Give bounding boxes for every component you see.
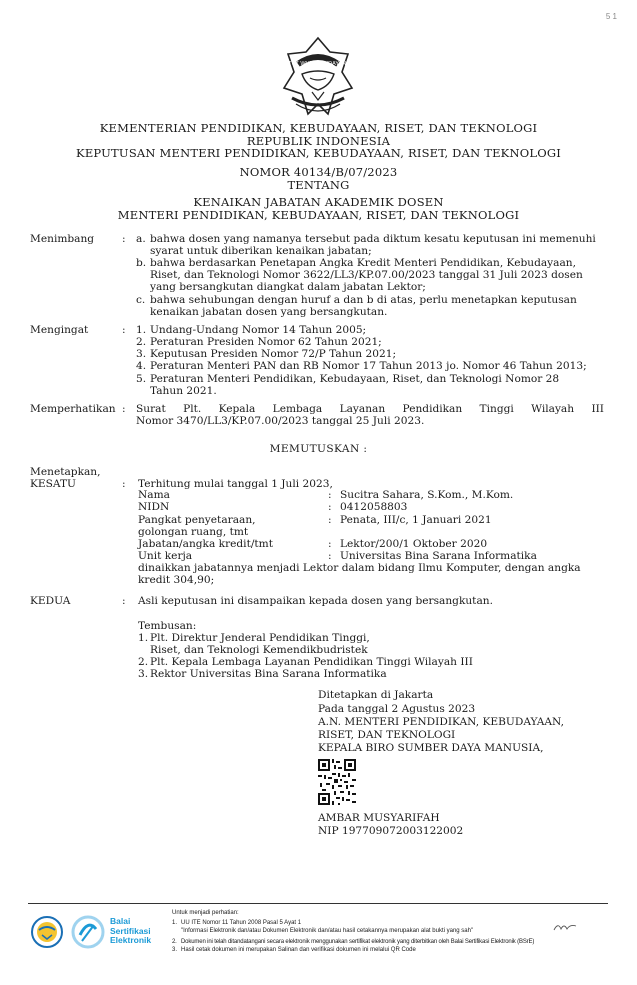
republic-name: REPUBLIK INDONESIA bbox=[246, 134, 391, 148]
footer-note-1 bbox=[172, 919, 534, 928]
sign-date: Pada tanggal 2 Agustus 2023 bbox=[318, 703, 476, 715]
field-label-golongan: golongan ruang, tmt bbox=[138, 526, 249, 538]
bsre-line1: Balai bbox=[110, 916, 131, 926]
memperhatikan-colon: : bbox=[122, 403, 126, 415]
field-value-nidn: 0412058803 bbox=[340, 501, 408, 513]
decree-issuer: MENTERI PENDIDIKAN, KEBUDAYAAN, RISET, DAN TEKNOLOGI bbox=[117, 208, 520, 222]
kedua-label: KEDUA bbox=[30, 595, 71, 607]
field-label-jabatan: Jabatan/angka kredit/tmt bbox=[138, 538, 273, 550]
bsre-logo-icon bbox=[70, 915, 106, 949]
kesatu-outro-line2: kredit 304,90; bbox=[138, 574, 215, 586]
field-sep-nidn: : bbox=[328, 501, 332, 513]
mengingat-item-3: Keputusan Presiden Nomor 72/P Tahun 2021; bbox=[150, 348, 397, 360]
footer-note-1-num: 1. bbox=[172, 919, 178, 926]
bsre-line2: Sertifikasi bbox=[110, 925, 151, 936]
mengingat-num-5: 5. bbox=[136, 373, 147, 385]
tut-wuri-small-logo bbox=[30, 915, 64, 949]
menimbang-b-line2: Riset, dan Teknologi Nomor 3622/LL3/KP.07.00/2023 tanggal 31 Juli 2023 dosen bbox=[150, 269, 583, 281]
menimbang-b-line3: yang bersangkutan diangkat dalam jabatan Lektor; bbox=[150, 281, 426, 293]
menimbang-letter-a: a. bbox=[136, 233, 146, 245]
sign-place: Ditetapkan di Jakarta bbox=[318, 689, 434, 701]
field-label-unit: Unit kerja bbox=[138, 550, 193, 562]
mengingat-item-1: Undang-Undang Nomor 14 Tahun 2005; bbox=[150, 324, 367, 336]
field-label-nama: Nama bbox=[138, 489, 170, 501]
bsre-wordmark bbox=[110, 917, 151, 946]
mengingat-item-5-line2: Tahun 2021. bbox=[150, 385, 217, 397]
menimbang-a-line1: bahwa dosen yang namanya tersebut pada diktum kesatu keputusan ini memenuhi bbox=[150, 233, 596, 245]
field-value-jabatan: Lektor/200/1 Oktober 2020 bbox=[340, 538, 488, 550]
qr-code bbox=[318, 759, 356, 805]
tembusan-item-2: Plt. Kepala Lembaga Layanan Pendidikan Tinggi Wilayah III bbox=[150, 656, 473, 668]
decree-title: KEPUTUSAN MENTERI PENDIDIKAN, KEBUDAYAAN, RISET, DAN TEKNOLOGI bbox=[76, 146, 561, 160]
footer-note-3-num: 3. bbox=[172, 947, 178, 953]
kesatu-intro: Terhitung mulai tanggal 1 Juli 2023, bbox=[138, 478, 333, 490]
tut-wuri-handayani-logo bbox=[272, 34, 364, 128]
footer-note-2-text: Dokumen ini telah ditandatangani secara elektronik menggunakan sertifikat elektronik yang diterbitkan oleh Balai Sertifikasi Elektronik (BSrE) bbox=[181, 938, 535, 945]
decree-subject: KENAIKAN JABATAN AKADEMIK DOSEN bbox=[193, 195, 444, 209]
mengingat-label: Mengingat bbox=[30, 324, 89, 336]
footer-notes bbox=[172, 909, 534, 955]
sign-nip: NIP 197709072003122002 bbox=[318, 825, 464, 837]
page-number: 5 1 bbox=[605, 12, 617, 21]
bsre-line3: Elektronik bbox=[110, 935, 152, 945]
field-sep-unit: : bbox=[328, 550, 332, 562]
field-label-nidn: NIDN bbox=[138, 501, 170, 513]
logo-text: TUT WURI HANDAYANI bbox=[288, 61, 348, 67]
tembusan-num-1: 1. bbox=[138, 632, 149, 644]
memperhatikan-line2: Nomor 3470/LL3/KP.07.00/2023 tanggal 25 Juli 2023. bbox=[136, 415, 425, 427]
menimbang-c-line2: kenaikan jabatan dosen yang bersangkutan. bbox=[150, 306, 388, 318]
footer-note-3 bbox=[172, 946, 534, 955]
field-sep-pangkat: : bbox=[328, 514, 332, 526]
mengingat-num-3: 3. bbox=[136, 348, 147, 360]
kesatu-colon: : bbox=[122, 478, 126, 490]
tembusan-item-3: Rektor Universitas Bina Sarana Informatika bbox=[150, 668, 387, 680]
handwritten-initial bbox=[552, 920, 578, 934]
field-value-pangkat: Penata, III/c, 1 Januari 2021 bbox=[340, 514, 492, 526]
footer-note-1-text: UU ITE Nomor 11 Tahun 2008 Pasal 5 Ayat 1 bbox=[181, 919, 302, 926]
footer-note-3-text: Hasil cetak dokumen ini merupakan Salinan dan verifikasi dokumen ini melalui QR Code bbox=[181, 947, 416, 953]
sign-on-behalf-2: RISET, DAN TEKNOLOGI bbox=[318, 729, 456, 741]
sign-on-behalf-1: A.N. MENTERI PENDIDIKAN, KEBUDAYAAN, bbox=[318, 716, 564, 728]
mengingat-num-2: 2. bbox=[136, 336, 147, 348]
field-value-unit: Universitas Bina Sarana Informatika bbox=[340, 550, 537, 562]
footer-separator bbox=[28, 903, 608, 904]
tembusan-num-2: 2. bbox=[138, 656, 149, 668]
decree-number: NOMOR 40134/B/07/2023 bbox=[239, 165, 398, 179]
menimbang-letter-c: c. bbox=[136, 294, 146, 306]
menimbang-b-line1: bahwa berdasarkan Penetapan Angka Kredit Menteri Pendidikan, Kebudayaan, bbox=[150, 257, 576, 269]
footer-note-2-num: 2. bbox=[172, 938, 177, 945]
mengingat-num-1: 1. bbox=[136, 324, 147, 336]
menimbang-label: Menimbang bbox=[30, 233, 95, 245]
decree-about: TENTANG bbox=[287, 178, 350, 192]
memperhatikan-label: Memperhatikan bbox=[30, 403, 116, 415]
mengingat-item-2: Peraturan Presiden Nomor 62 Tahun 2021; bbox=[150, 336, 382, 348]
menimbang-letter-b: b. bbox=[136, 257, 147, 269]
footer-note-1b bbox=[172, 927, 534, 936]
tembusan-item-1-line1: Plt. Direktur Jenderal Pendidikan Tinggi, bbox=[150, 632, 370, 644]
menetapkan-label: Menetapkan, bbox=[30, 466, 101, 478]
mengingat-item-4: Peraturan Menteri PAN dan RB Nomor 17 Tahun 2013 jo. Nomor 46 Tahun 2013; bbox=[150, 360, 587, 372]
footer-note-1b-text: "Informasi Elektronik dan/atau Dokumen Elektronik dan/atau hasil cetakannya merupakan alat bukti yang sah" bbox=[181, 928, 474, 934]
kedua-text: Asli keputusan ini disampaikan kepada dosen yang bersangkutan. bbox=[138, 595, 493, 607]
sign-name: AMBAR MUSYARIFAH bbox=[318, 812, 440, 824]
kesatu-outro-line1: dinaikkan jabatannya menjadi Lektor dalam bidang Ilmu Komputer, dengan angka bbox=[138, 562, 581, 574]
field-sep-nama: : bbox=[328, 489, 332, 501]
mengingat-num-4: 4. bbox=[136, 360, 147, 372]
ministry-name: KEMENTERIAN PENDIDIKAN, KEBUDAYAAN, RISET, DAN TEKNOLOGI bbox=[99, 121, 538, 135]
sign-position: KEPALA BIRO SUMBER DAYA MANUSIA, bbox=[318, 742, 544, 754]
menimbang-colon: : bbox=[122, 233, 126, 245]
tembusan-title: Tembusan: bbox=[138, 620, 197, 632]
field-label-pangkat: Pangkat penyetaraan, bbox=[138, 514, 256, 526]
field-value-nama: Sucitra Sahara, S.Kom., M.Kom. bbox=[340, 489, 514, 501]
memperhatikan-line1 bbox=[136, 403, 620, 416]
memutuskan-heading: MEMUTUSKAN : bbox=[269, 443, 368, 455]
mengingat-colon: : bbox=[122, 324, 126, 336]
menimbang-a-line2: syarat untuk diberikan kenaikan jabatan; bbox=[150, 245, 372, 257]
field-sep-jabatan: : bbox=[328, 538, 332, 550]
mengingat-item-5-line1: Peraturan Menteri Pendidikan, Kebudayaan, Riset, dan Teknologi Nomor 28 bbox=[150, 373, 560, 385]
tembusan-item-1-line2: Riset, dan Teknologi Kemendikbudristek bbox=[150, 644, 368, 656]
kesatu-label: KESATU bbox=[30, 478, 76, 490]
footer-note-title: Untuk menjadi perhatian: bbox=[172, 910, 239, 916]
menimbang-c-line1: bahwa sehubungan dengan huruf a dan b di atas, perlu menetapkan keputusan bbox=[150, 294, 577, 306]
tembusan-num-3: 3. bbox=[138, 668, 149, 680]
memperhatikan-line1-text: Surat Plt. Kepala Lembaga Layanan Pendidikan Tinggi Wilayah III bbox=[136, 403, 604, 415]
footer-note-2 bbox=[172, 938, 534, 947]
kedua-colon: : bbox=[122, 595, 126, 607]
